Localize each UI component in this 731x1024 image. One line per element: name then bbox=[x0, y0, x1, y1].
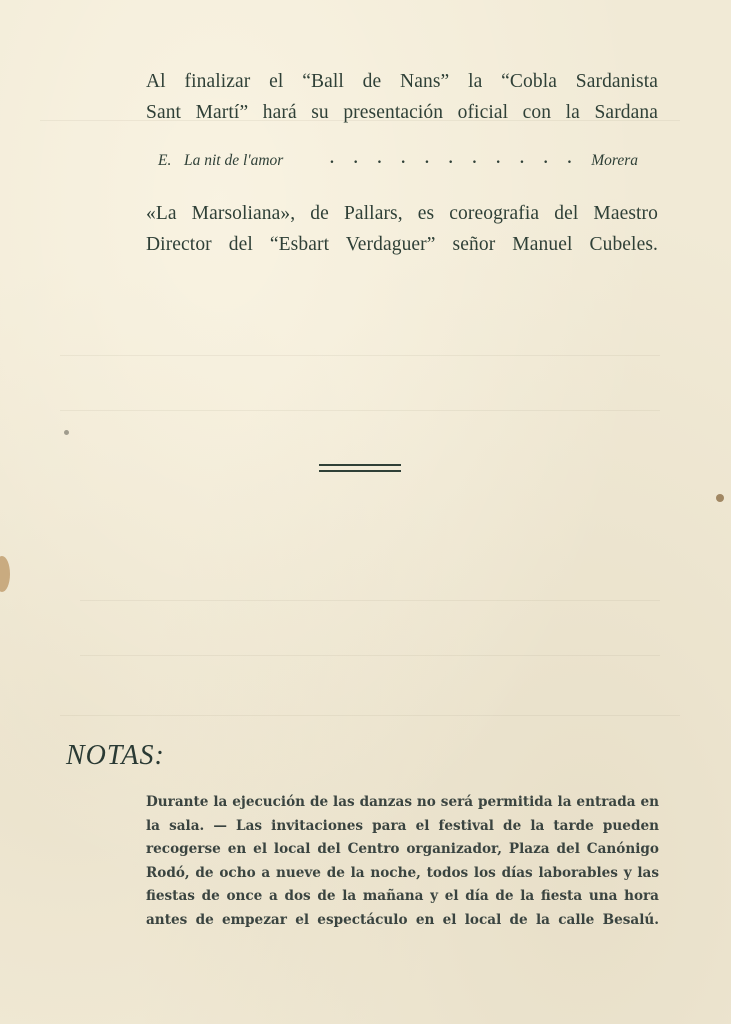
divider-rule-bottom bbox=[319, 470, 401, 472]
show-through-line bbox=[60, 410, 660, 411]
double-rule-divider bbox=[319, 464, 401, 474]
notas-line: fiestas de once a dos de la mañana y el día de la fiesta una hora bbox=[146, 888, 659, 904]
divider-rule-top bbox=[319, 464, 401, 466]
notas-line: recogerse en el local del Centro organizador, Plaza del Canónigo bbox=[146, 841, 659, 857]
notas-heading: NOTAS: bbox=[66, 740, 165, 771]
program-item bbox=[158, 148, 638, 174]
choreography-line: Director del “Esbart Verdaguer” señor Manuel Cubeles. bbox=[146, 234, 658, 255]
program-item-leader-dots: . . . . . . . . . . . bbox=[330, 150, 580, 167]
notas-line: Rodó, de ocho a nueve de la noche, todos los días laborables y las bbox=[146, 864, 659, 881]
show-through-line bbox=[80, 600, 660, 601]
program-item-composer: Morera bbox=[591, 152, 638, 169]
program-item-title: La nit de l'amor bbox=[184, 152, 284, 169]
show-through-line bbox=[60, 715, 680, 716]
notas-line: Durante la ejecución de las danzas no será permitida la entrada en bbox=[146, 794, 659, 810]
program-item-category: E. bbox=[158, 152, 172, 169]
intro-line: Al finalizar el “Ball de Nans” la “Cobla Sardanista bbox=[146, 71, 658, 92]
notas-line: la sala. — Las invitaciones para el festival de la tarde pueden bbox=[146, 817, 659, 834]
show-through-line bbox=[60, 355, 660, 356]
choreography-line: «La Marsoliana», de Pallars, es coreografia del Maestro bbox=[146, 203, 658, 224]
notas-line: antes de empezar el espectáculo en el local de la calle Besalú. bbox=[146, 911, 659, 928]
paper-stain bbox=[64, 430, 69, 435]
intro-paragraph bbox=[146, 66, 658, 128]
paper-stain bbox=[0, 556, 10, 592]
notas-body bbox=[146, 791, 659, 932]
show-through-line bbox=[80, 655, 660, 656]
intro-line: Sant Martí” hará su presentación oficial con la Sardana bbox=[146, 102, 658, 123]
choreography-paragraph bbox=[146, 198, 658, 260]
paper-stain bbox=[716, 494, 724, 502]
